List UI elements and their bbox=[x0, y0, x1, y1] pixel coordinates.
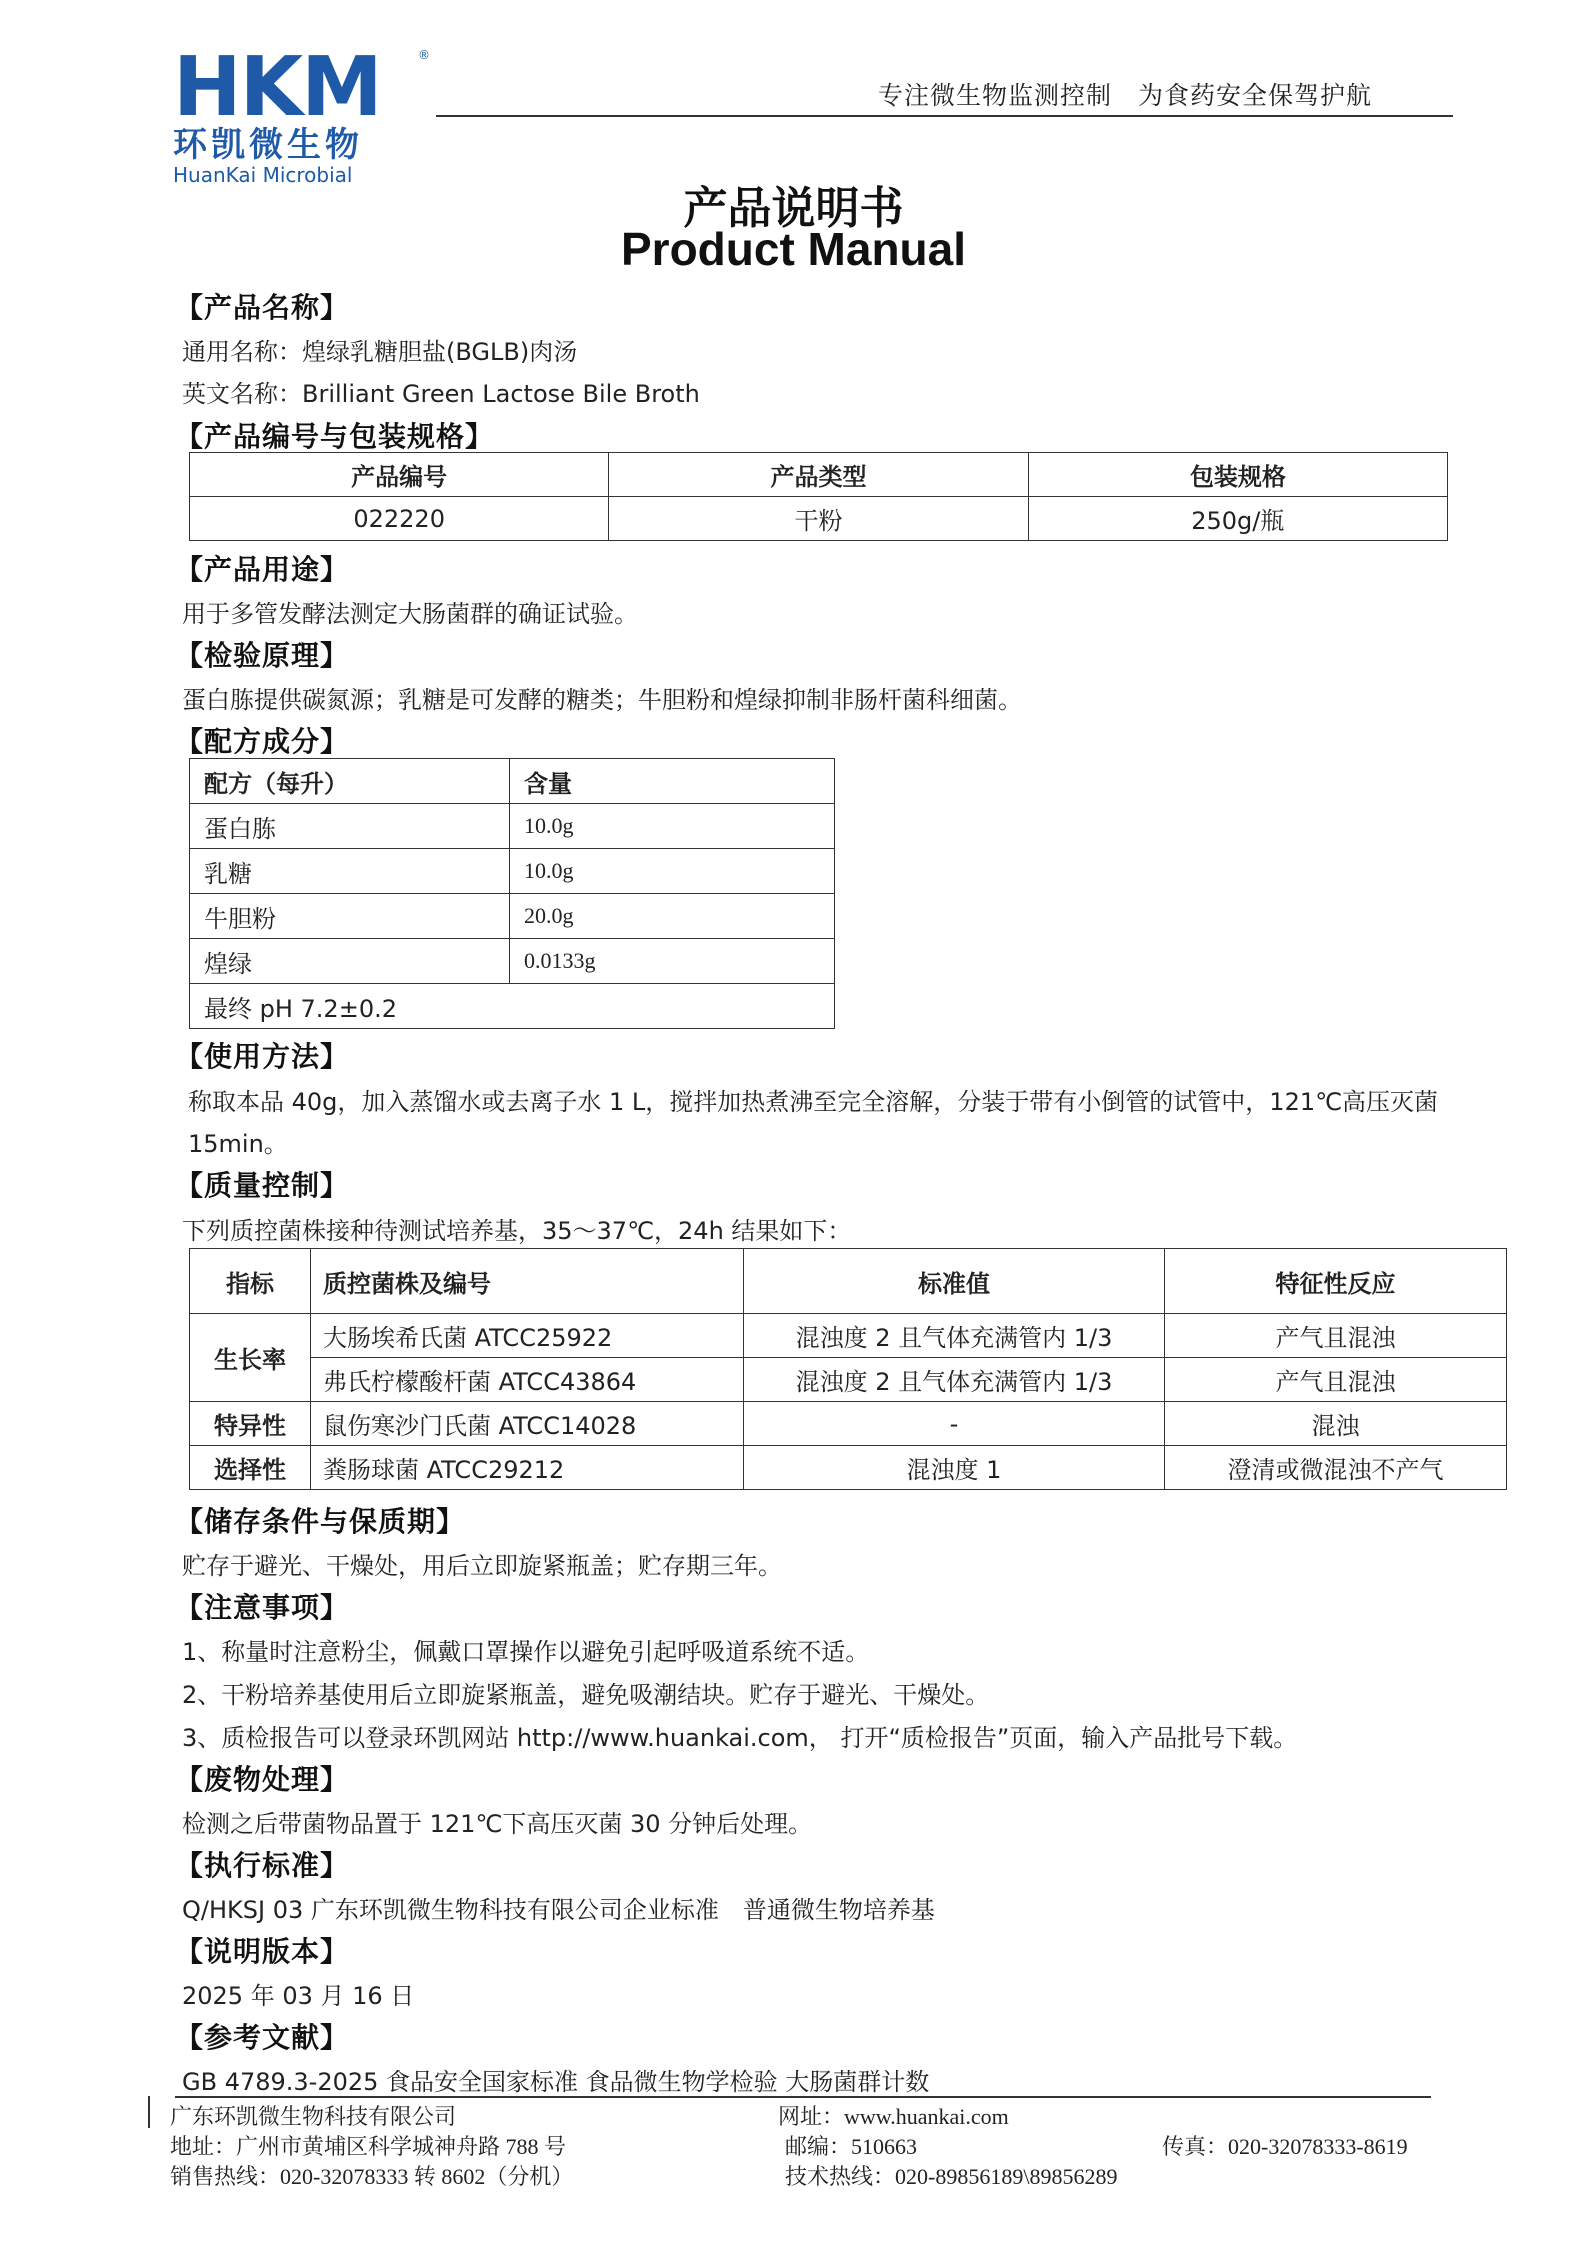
spec-table bbox=[189, 452, 1448, 541]
section-heading-formula: 【配方成分】 bbox=[175, 725, 350, 758]
formula-table bbox=[189, 758, 835, 1029]
formula-header-cell: 配方（每升） bbox=[190, 759, 510, 804]
qc-reaction: 产气且混浊 bbox=[1165, 1358, 1507, 1402]
qc-header-cell: 指标 bbox=[190, 1249, 311, 1314]
qc-header-cell: 特征性反应 bbox=[1165, 1249, 1507, 1314]
spec-cell: 022220 bbox=[190, 497, 609, 541]
section-heading-principle: 【检验原理】 bbox=[175, 639, 350, 672]
qc-header-cell: 质控菌株及编号 bbox=[311, 1249, 744, 1314]
section-heading-storage: 【储存条件与保质期】 bbox=[175, 1505, 466, 1538]
formula-amount: 20.0g bbox=[510, 894, 835, 939]
section-heading-spec: 【产品编号与包装规格】 bbox=[175, 420, 495, 453]
standard-text: Q/HKSJ 03 广东环凯微生物科技有限公司企业标准 普通微生物培养基 bbox=[182, 1896, 935, 1924]
logo-mark: HKM bbox=[173, 40, 381, 135]
english-name: 英文名称：Brilliant Green Lactose Bile Broth bbox=[182, 380, 700, 408]
usage-text: 用于多管发酵法测定大肠菌群的确证试验。 bbox=[182, 600, 638, 628]
footer-postcode: 邮编：510663 bbox=[785, 2134, 918, 2159]
waste-text: 检测之后带菌物品置于 121℃下高压灭菌 30 分钟后处理。 bbox=[182, 1810, 813, 1838]
section-heading-version: 【说明版本】 bbox=[175, 1935, 350, 1968]
spec-header-cell: 包装规格 bbox=[1028, 453, 1447, 497]
footer-website[interactable]: 网址：www.huankai.com bbox=[778, 2104, 1009, 2129]
qc-indicator: 选择性 bbox=[190, 1446, 311, 1490]
logo-cn-text: 环凯微生物 bbox=[173, 125, 363, 165]
method-text-line2: 15min。 bbox=[188, 1130, 288, 1158]
common-name: 通用名称：煌绿乳糖胆盐(BGLB)肉汤 bbox=[182, 338, 578, 366]
section-heading-method: 【使用方法】 bbox=[175, 1040, 350, 1073]
note-item: 2、干粉培养基使用后立即旋紧瓶盖，避免吸潮结块。贮存于避光、干燥处。 bbox=[182, 1681, 990, 1709]
section-heading-usage: 【产品用途】 bbox=[175, 553, 350, 586]
qc-header-cell: 标准值 bbox=[744, 1249, 1165, 1314]
formula-amount: 10.0g bbox=[510, 804, 835, 849]
qc-reaction: 混浊 bbox=[1165, 1402, 1507, 1446]
principle-text: 蛋白胨提供碳氮源；乳糖是可发酵的糖类；牛胆粉和煌绿抑制非肠杆菌科细菌。 bbox=[182, 686, 1022, 714]
section-heading-waste: 【废物处理】 bbox=[175, 1763, 350, 1796]
qc-table bbox=[189, 1248, 1507, 1490]
formula-ingredient: 煌绿 bbox=[190, 939, 510, 984]
spec-cell: 干粉 bbox=[609, 497, 1028, 541]
qc-reaction: 澄清或微混浊不产气 bbox=[1165, 1446, 1507, 1490]
formula-ingredient: 牛胆粉 bbox=[190, 894, 510, 939]
qc-standard: 混浊度 2 且气体充满管内 1/3 bbox=[744, 1358, 1165, 1402]
qc-indicator: 特异性 bbox=[190, 1402, 311, 1446]
method-text-line1: 称取本品 40g，加入蒸馏水或去离子水 1 L，搅拌加热煮沸至完全溶解，分装于带有小倒管的试管中，121℃高压灭菌 bbox=[188, 1088, 1439, 1116]
qc-standard: - bbox=[744, 1402, 1165, 1446]
note-item: 1、称量时注意粉尘，佩戴口罩操作以避免引起呼吸道系统不适。 bbox=[182, 1638, 870, 1666]
qc-reaction: 产气且混浊 bbox=[1165, 1314, 1507, 1358]
company-logo bbox=[173, 40, 433, 187]
qc-strain: 鼠伤寒沙门氏菌 ATCC14028 bbox=[311, 1402, 744, 1446]
storage-text: 贮存于避光、干燥处，用后立即旋紧瓶盖；贮存期三年。 bbox=[182, 1552, 782, 1580]
formula-amount: 0.0133g bbox=[510, 939, 835, 984]
qc-strain: 大肠埃希氏菌 ATCC25922 bbox=[311, 1314, 744, 1358]
footer-address: 地址：广州市黄埔区科学城神舟路 788 号 bbox=[170, 2134, 567, 2159]
formula-amount: 10.0g bbox=[510, 849, 835, 894]
section-heading-notes: 【注意事项】 bbox=[175, 1591, 350, 1624]
formula-ingredient: 蛋白胨 bbox=[190, 804, 510, 849]
section-heading-qc: 【质量控制】 bbox=[175, 1169, 350, 1202]
spec-header-cell: 产品类型 bbox=[609, 453, 1028, 497]
qc-standard: 混浊度 2 且气体充满管内 1/3 bbox=[744, 1314, 1165, 1358]
formula-header-cell: 含量 bbox=[510, 759, 835, 804]
qc-strain: 粪肠球菌 ATCC29212 bbox=[311, 1446, 744, 1490]
reference-text: GB 4789.3-2025 食品安全国家标准 食品微生物学检验 大肠菌群计数 bbox=[182, 2068, 930, 2096]
qc-intro: 下列质控菌株接种待测试培养基，35～37℃，24h 结果如下： bbox=[182, 1217, 852, 1245]
section-heading-references: 【参考文献】 bbox=[175, 2021, 350, 2054]
spec-header-cell: 产品编号 bbox=[190, 453, 609, 497]
note-item: 3、质检报告可以登录环凯网站 http://www.huankai.com， 打开“质检报告”页面，输入产品批号下载。 bbox=[182, 1724, 1298, 1752]
footer-tech-hotline: 技术热线：020-89856189\89856289 bbox=[785, 2164, 1118, 2189]
qc-strain: 弗氏柠檬酸杆菌 ATCC43864 bbox=[311, 1358, 744, 1402]
page-title-cn: 产品说明书 bbox=[683, 183, 904, 234]
version-text: 2025 年 03 月 16 日 bbox=[182, 1982, 415, 2010]
qc-indicator: 生长率 bbox=[190, 1314, 311, 1402]
formula-ingredient: 乳糖 bbox=[190, 849, 510, 894]
final-ph: 最终 pH 7.2±0.2 bbox=[190, 984, 835, 1029]
qc-standard: 混浊度 1 bbox=[744, 1446, 1165, 1490]
page-title-en: Product Manual bbox=[620, 223, 967, 275]
footer-divider bbox=[175, 2096, 1431, 2098]
slogan: 专注微生物监测控制 为食药安全保驾护航 bbox=[878, 81, 1373, 110]
logo-en-text: HuanKai Microbial bbox=[173, 163, 353, 187]
spec-cell: 250g/瓶 bbox=[1028, 497, 1447, 541]
section-heading-standard: 【执行标准】 bbox=[175, 1849, 350, 1882]
footer-company: 广东环凯微生物科技有限公司 bbox=[170, 2104, 457, 2129]
footer-marker bbox=[148, 2096, 150, 2128]
registered-mark: ® bbox=[418, 48, 430, 62]
section-heading-name: 【产品名称】 bbox=[175, 291, 350, 324]
footer-fax: 传真：020-32078333-8619 bbox=[1162, 2134, 1408, 2159]
header-divider bbox=[436, 115, 1453, 117]
footer-sales-hotline: 销售热线：020-32078333 转 8602（分机） bbox=[170, 2164, 574, 2189]
